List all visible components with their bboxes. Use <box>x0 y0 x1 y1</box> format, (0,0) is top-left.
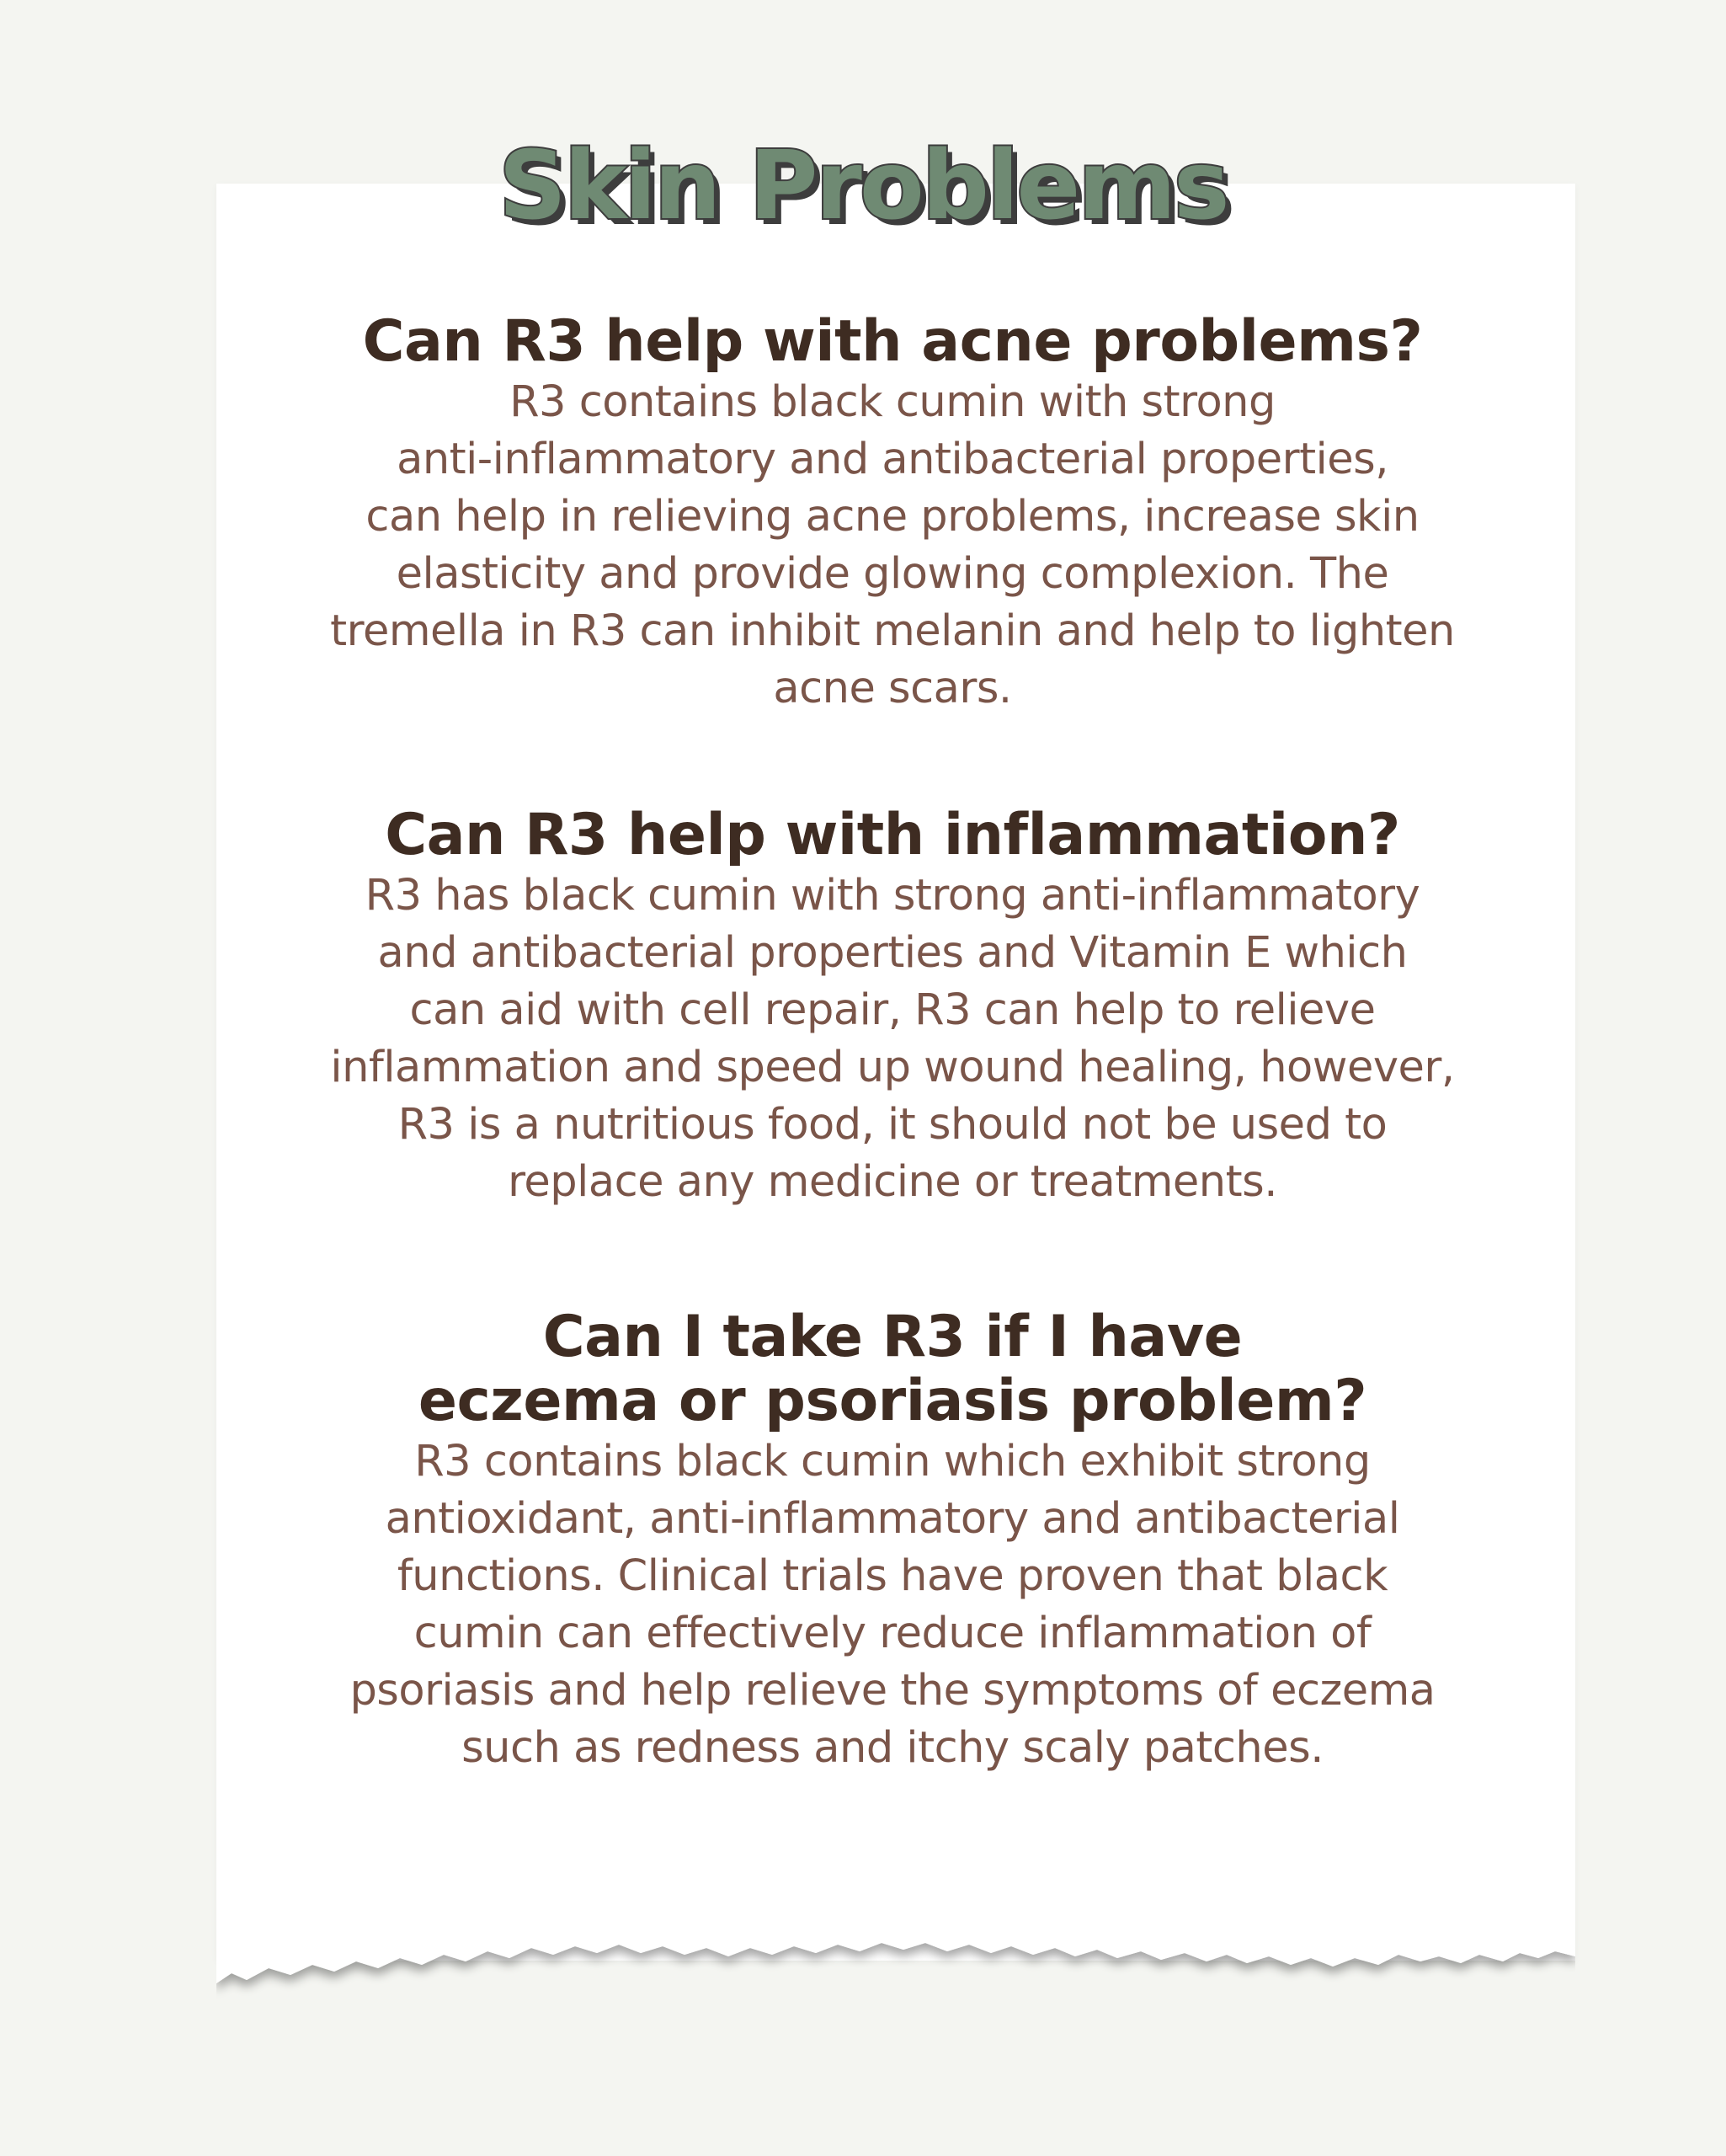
answer-line: inflammation and speed up wound healing, however, <box>330 1043 1455 1092</box>
faq-question <box>278 310 1507 374</box>
page-title: Skin Problems <box>498 131 1228 241</box>
faq-question <box>278 803 1507 867</box>
answer-line: can help in relieving acne problems, increase skin <box>365 492 1420 542</box>
answer-line: elasticity and provide glowing complexion. The <box>396 549 1389 599</box>
faq-question <box>278 1305 1507 1433</box>
question-line: Can R3 help with acne problems? <box>362 308 1423 375</box>
faq-eczema-psoriasis <box>278 1305 1507 1777</box>
answer-line: tremella in R3 can inhibit melanin and help to lighten <box>330 606 1455 656</box>
answer-line: antioxidant, anti-inflammatory and antibacterial <box>385 1494 1400 1544</box>
faq-acne <box>278 310 1507 718</box>
answer-line: such as redness and itchy scaly patches. <box>461 1723 1324 1773</box>
question-line: Can R3 help with inflammation? <box>385 802 1400 868</box>
answer-line: R3 has black cumin with strong anti-inflammatory <box>365 871 1420 921</box>
answer-line: and antibacterial properties and Vitamin E which <box>377 928 1408 978</box>
answer-line: R3 is a nutritious food, it should not be used to <box>397 1100 1388 1150</box>
answer-line: replace any medicine or treatments. <box>508 1157 1277 1207</box>
answer-line: acne scars. <box>773 664 1012 713</box>
faq-answer <box>278 1433 1507 1777</box>
faq-inflammation <box>278 803 1507 1211</box>
answer-line: functions. Clinical trials have proven that black <box>397 1551 1388 1601</box>
answer-line: R3 contains black cumin which exhibit strong <box>414 1437 1371 1486</box>
faq-answer <box>278 867 1507 1211</box>
question-line: eczema or psoriasis problem? <box>418 1368 1367 1434</box>
answer-line: cumin can effectively reduce inflammation of <box>413 1609 1372 1658</box>
answer-line: can aid with cell repair, R3 can help to relieve <box>409 985 1376 1035</box>
answer-line: psoriasis and help relieve the symptoms of eczema <box>349 1666 1436 1716</box>
faq-answer <box>278 374 1507 718</box>
torn-paper-edge <box>216 1874 1575 2009</box>
answer-line: anti-inflammatory and antibacterial properties, <box>397 435 1388 484</box>
question-line: Can I take R3 if I have <box>542 1304 1243 1370</box>
answer-line: R3 contains black cumin with strong <box>509 377 1276 427</box>
